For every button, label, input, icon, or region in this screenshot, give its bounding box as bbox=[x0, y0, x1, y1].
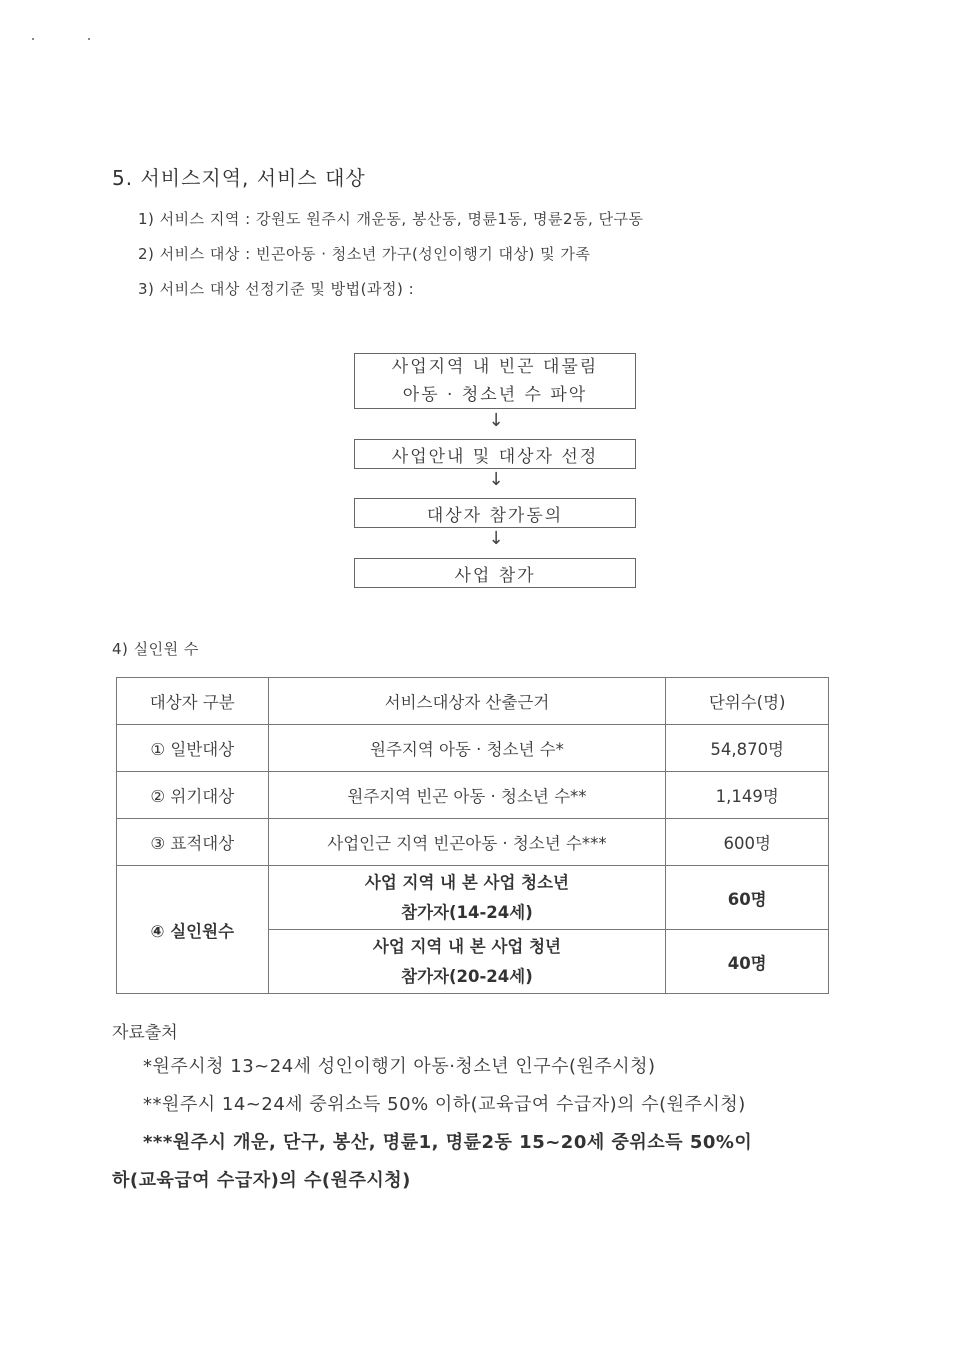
flow-step-1-line2: 아동 · 청소년 수 파악 bbox=[402, 385, 588, 405]
row-basis: 사업인근 지역 빈곤아동 · 청소년 수*** bbox=[268, 819, 666, 866]
source-note-3: ***원주시 개운, 단구, 봉산, 명륜1, 명륜2동 15~20세 중위소득 50%이 bbox=[143, 1132, 753, 1153]
actual-basis-2 bbox=[268, 930, 666, 994]
scan-speck bbox=[32, 38, 34, 40]
actual-category: ④ 실인원수 bbox=[117, 866, 269, 994]
actual-basis-1 bbox=[268, 866, 666, 930]
actual-basis-2-line2: 참가자(20-24세) bbox=[401, 966, 533, 986]
row-category: ③ 표적대상 bbox=[117, 819, 269, 866]
table-header-row bbox=[117, 678, 829, 725]
down-arrow-icon: ↓ bbox=[488, 469, 504, 490]
actual-basis-2-line1: 사업 지역 내 본 사업 청년 bbox=[372, 936, 561, 956]
table-row bbox=[117, 819, 829, 866]
actual-basis-1-line1: 사업 지역 내 본 사업 청소년 bbox=[364, 872, 569, 892]
row-category: ② 위기대상 bbox=[117, 772, 269, 819]
flow-step-1-line1: 사업지역 내 빈곤 대물림 bbox=[391, 357, 599, 377]
header-basis: 서비스대상자 산출근거 bbox=[268, 678, 666, 725]
header-count: 단위수(명) bbox=[666, 678, 829, 725]
flow-step-4-label: 사업 참가 bbox=[454, 565, 536, 586]
scan-speck bbox=[88, 38, 90, 40]
sources-title: 자료출처 bbox=[112, 1023, 178, 1043]
table-row-actual-1 bbox=[117, 866, 829, 930]
row-category: ① 일반대상 bbox=[117, 725, 269, 772]
down-arrow-icon: ↓ bbox=[488, 410, 504, 431]
actual-basis-1-line2: 참가자(14-24세) bbox=[401, 902, 533, 922]
row-count: 1,149명 bbox=[666, 772, 829, 819]
headcount-title: 4) 실인원 수 bbox=[112, 640, 199, 658]
flow-step-2 bbox=[354, 439, 636, 469]
source-note-2: **원주시 14~24세 중위소득 50% 이하(교육급여 수급자)의 수(원주시청) bbox=[143, 1094, 746, 1115]
table-row bbox=[117, 772, 829, 819]
source-note-3-cont: 하(교육급여 수급자)의 수(원주시청) bbox=[112, 1170, 411, 1191]
selection-criteria-item: 3) 서비스 대상 선정기준 및 방법(과정) : bbox=[138, 280, 415, 298]
actual-count-2: 40명 bbox=[666, 930, 829, 994]
flow-step-4 bbox=[354, 558, 636, 588]
row-basis: 원주지역 빈곤 아동 · 청소년 수** bbox=[268, 772, 666, 819]
source-note-1: *원주시청 13~24세 성인이행기 아동·청소년 인구수(원주시청) bbox=[143, 1056, 656, 1077]
service-area-item: 1) 서비스 지역 : 강원도 원주시 개운동, 봉산동, 명륜1동, 명륜2동, 단구동 bbox=[138, 210, 644, 228]
headcount-table bbox=[116, 677, 829, 994]
actual-count-1: 60명 bbox=[666, 866, 829, 930]
down-arrow-icon: ↓ bbox=[488, 528, 504, 549]
header-category: 대상자 구분 bbox=[117, 678, 269, 725]
row-count: 600명 bbox=[666, 819, 829, 866]
row-basis: 원주지역 아동 · 청소년 수* bbox=[268, 725, 666, 772]
service-target-item: 2) 서비스 대상 : 빈곤아동 · 청소년 가구(성인이행기 대상) 및 가족 bbox=[138, 245, 591, 263]
section-title: 5. 서비스지역, 서비스 대상 bbox=[112, 166, 366, 190]
row-count: 54,870명 bbox=[666, 725, 829, 772]
flow-step-2-label: 사업안내 및 대상자 선정 bbox=[391, 446, 599, 467]
flow-step-3-label: 대상자 참가동의 bbox=[426, 505, 564, 526]
flow-step-3 bbox=[354, 498, 636, 528]
table-row bbox=[117, 725, 829, 772]
flow-step-1 bbox=[354, 353, 636, 409]
